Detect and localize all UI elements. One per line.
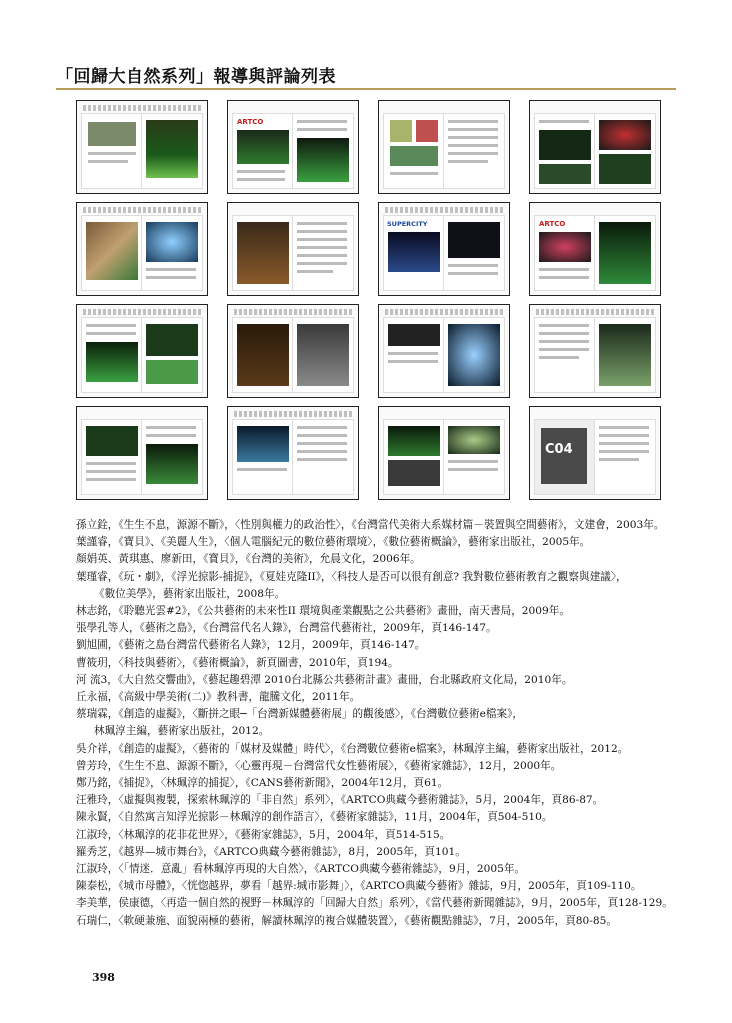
magazine-spread-1: [76, 100, 208, 194]
magazine-spread-12: [529, 304, 661, 398]
page-number: 398: [92, 971, 115, 984]
reference-item: 陳泰松，《城市母體》，〈恍惚越界，夢看「越界:城市影舞」〉，《ARTCO典藏今藝術》雜誌，9月，2005年，頁109-110。: [76, 880, 642, 893]
reference-item: 曾芳玲，《生生不息、源源不斷》，〈心靈再現－台灣當代女性藝術展〉，《藝術家雜誌》，12月，2000年。: [76, 759, 562, 772]
reference-item: 張學孔等人，《藝術之島》，《台灣當代名人錄》，台灣當代藝術社，2009年，頁146-147。: [76, 622, 497, 635]
reference-item: 江淑玲，〈林珮淳的花非花世界〉，《藝術家雜誌》，5月，2004年，頁514-515。: [76, 828, 451, 841]
magazine-spread-14: [227, 406, 359, 500]
reference-item: 江淑玲，〈「情迷．意亂」看林珮淳再現的大自然〉，《ARTCO典藏今藝術雜誌》，9月，2005年。: [76, 863, 526, 876]
magazine-spread-supercity: SUPERCITY: [378, 202, 510, 296]
reference-item: 汪雅玲，〈虛擬與複製，探索林珮淳的「非自然」系列〉，《ARTCO典藏今藝術雜誌》，5月，2004年，頁86-87。: [76, 794, 604, 807]
magazine-spread-6: [227, 202, 359, 296]
reference-item: 劉旭圃，《藝術之島台灣當代藝術名人錄》，12月，2009年，頁146-147。: [76, 639, 426, 652]
reference-item: 吳介祥，《創造的虛擬》，〈藝術的「媒材及媒體」時代〉，《台灣數位藝術e檔案》，林珮淳主編，藝術家出版社，2012。: [76, 742, 629, 755]
reference-item: 孫立銓，《生生不息，源源不斷》，〈性別與權力的政治性〉，《台灣當代美術大系媒材篇－裝置與空間藝術》，文建會，2003年。: [76, 519, 665, 531]
magazine-spread-5: [76, 202, 208, 296]
magazine-spread-artco-2: ARTCO: [529, 202, 661, 296]
magazine-thumbnail-grid: [76, 100, 660, 500]
reference-item: 林志銘，《聆聽光雲#2》，《公共藝術的未來性II 環境與產業觀點之公共藝術》畫冊，南天書局，2009年。: [76, 605, 570, 618]
magazine-spread-artco-1: ARTCO: [227, 100, 359, 194]
reference-item: 李美華，侯康德，〈再造一個自然的視野－林珮淳的「回歸大自然」系列〉，《當代藝術新聞雜誌》，9月，2005年，頁128-129。: [76, 897, 673, 910]
reference-item: 葉瑾睿，《玩・劇》，《浮光掠影-捕捉》，《夏娃克隆II》，〈科技人是否可以很有創意? 我對數位藝術教育之觀察與建議〉， 《數位美學》，藝術家出版社，2008年。: [76, 570, 627, 600]
reference-item: 顏娟英、黃琪惠、廖新田，《寶貝》，《台灣的美術》，允晨文化，2006年。: [76, 553, 421, 566]
magazine-spread-3: [378, 100, 510, 194]
reference-item: 陳永賢，〈自然寓言知浮光掠影－林珮淳的創作語言〉，《藝術家雜誌》，11月，2004年，頁504-510。: [76, 811, 553, 824]
magazine-spread-9: [76, 304, 208, 398]
reference-list: [76, 517, 676, 930]
magazine-spread-13: [76, 406, 208, 500]
reference-item: 蔡瑞霖，《創造的虛擬》，〈斷拼之眼─「台灣新媒體藝術展」的觀後感〉，《台灣數位藝術e檔案》， 林珮淳主編，藝術家出版社，2012。: [76, 708, 523, 738]
magazine-spread-c04: C04: [529, 406, 661, 500]
title-rule: [56, 88, 676, 90]
reference-item: 鄭乃銘，《捕捉》，〈林珮淳的捕捉〉，《CANS藝術新聞》，2004年12月，頁61。: [76, 777, 449, 790]
reference-item: 葉謹睿，《寶貝》、《美麗人生》，〈個人電腦紀元的數位藝術環境〉，《數位藝術概論》，藝術家出版社，2005年。: [76, 536, 591, 549]
magazine-spread-10: [227, 304, 359, 398]
reference-item: 丘永福，《高級中學美術(二)》教科書，龍騰文化，2011年。: [76, 691, 361, 704]
reference-item: 曹筱玥，〈科技與藝術〉，《藝術概論》，新頁圖書，2010年，頁194。: [76, 656, 399, 669]
reference-item: 石瑞仁，〈軟硬兼施、面貌兩極的藝術，解讀林珮淳的複合媒體裝置〉，《藝術觀點雜誌》，7月，2005年，頁80-85。: [76, 914, 617, 927]
magazine-spread-4: [529, 100, 661, 194]
reference-item: 羅秀芝，《越界—城市舞台》，《ARTCO典藏今藝術雜誌》，8月，2005年，頁101。: [76, 845, 466, 858]
magazine-spread-11: [378, 304, 510, 398]
page-title: 「回歸大自然系列」報導與評論列表: [56, 67, 336, 87]
magazine-spread-15: [378, 406, 510, 500]
reference-item: 河 流3，《大自然交響曲》，《藝起趣碧潭 2010台北縣公共藝術計畫》畫冊，台北縣政府文化局，2010年。: [76, 673, 573, 686]
